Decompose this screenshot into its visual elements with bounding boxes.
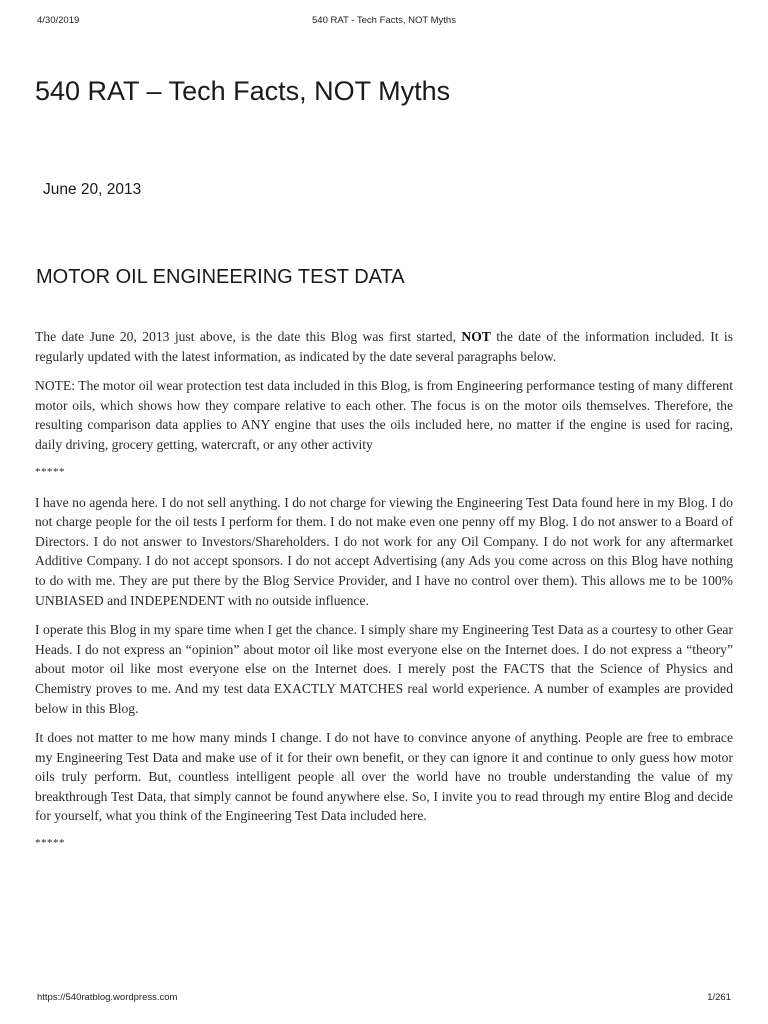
paragraph-spare-time: I operate this Blog in my spare time when I get the chance. I simply share my Engineering Test Data as a courtesy to other Gear Heads. I do not express an “opinion” about motor oil like most everyone else on the Internet does. I do not express a “theory” about motor oil like most everyone else on the Internet does. I merely post the FACTS that the Science of Physics and Chemistry proves to me. And my test data EXACTLY MATCHES real world experience. A number of examples are provided below in this Blog. [35,622,733,716]
separator: ***** [35,837,65,850]
print-footer [0,992,768,1006]
paragraph-minds: It does not matter to me how many minds I change. I do not have to convince anyone of anything. People are free to embrace my Engineering Test Data and make use of it for their own benefit, or they can ignore it and continue to only guess how motor oils truly perform. But, countless intelligent people all over the world have no trouble understanding the value of my breakthrough Test Data, that simply cannot be found anywhere else. So, I invite you to read through my entire Blog and decide for yourself, what you think of the Engineering Test Data included here. [35,730,733,824]
site-title[interactable]: 540 RAT – Tech Facts, NOT Myths [35,76,451,106]
print-page-number: 1/261 [707,992,731,1003]
print-url: https://540ratblog.wordpress.com [37,992,178,1003]
intro-bold-not: NOT [461,329,491,344]
paragraph-note: NOTE: The motor oil wear protection test data included in this Blog, is from Engineering performance testing of many different motor oils, which shows how they compare relative to each other. The focus is on the motor oils themselves. Therefore, the resulting comparison data applies to ANY engine that uses the oils included here, no matter if the engine is used for racing, daily driving, grocery getting, watercraft, or any other activity [35,378,733,452]
separator: ***** [35,465,65,478]
paragraph-intro [35,327,733,366]
print-date: 4/30/2019 [37,15,80,26]
post-title: MOTOR OIL ENGINEERING TEST DATA [36,266,405,288]
post-date[interactable]: June 20, 2013 [43,181,142,198]
post-content [35,327,733,864]
print-header [0,15,768,29]
print-page-title: 540 RAT - Tech Facts, NOT Myths [312,15,456,26]
intro-text-start: The date June 20, 2013 just above, is the date this Blog was first started, [35,329,462,344]
intro-text-end: the date of the information included. It is regularly updated with the latest information, as indicated by the date several paragraphs below. [35,329,733,364]
paragraph-no-agenda: I have no agenda here. I do not sell anything. I do not charge for viewing the Engineering Test Data found here in my Blog. I do not charge people for the oil tests I perform for them. I do not make even one penny off my Blog. I do not answer to a Board of Directors. I do not answer to Investors/Shareholders. I do not work for any Oil Company. I do not work for any aftermarket Additive Company. I do not accept sponsors. I do not accept Advertising (any Ads you come across on this Blog have nothing to do with me. They are put there by the Blog Service Provider, and I have no control over them). This allows me to be 100% UNBIASED and INDEPENDENT with no outside influence. [35,494,733,608]
